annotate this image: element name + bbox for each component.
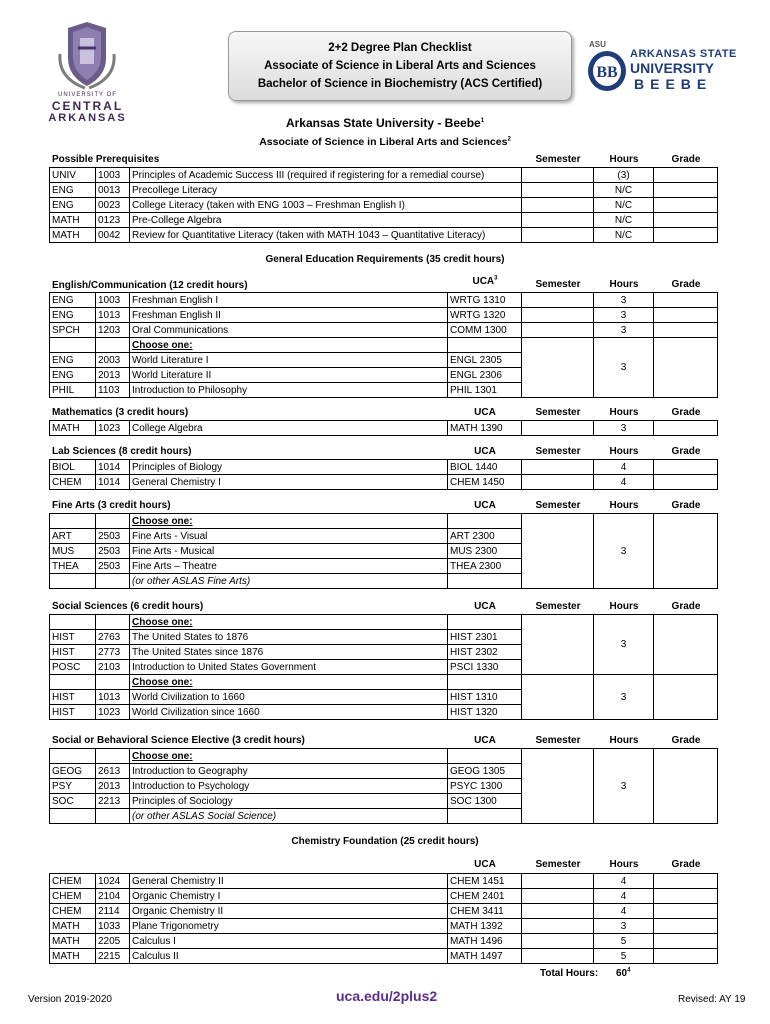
total-hours-value: $60^4$ — [616, 967, 631, 979]
math-table — [49, 420, 718, 436]
table-row: (or other ASLAS Fine Arts) — [50, 574, 718, 589]
uca-logo-line2: CENTRAL — [51, 99, 124, 113]
table-row: HIST 2763 The United States to 1876 HIST 2301 — [50, 630, 718, 645]
asub-logo — [586, 40, 748, 100]
table-row: ENG 2003 World Literature I ENGL 2305 — [50, 353, 718, 368]
asub-abbr: ASU — [589, 40, 606, 49]
math-grade-header: Grade — [671, 407, 701, 418]
math-uca-header: UCA — [474, 407, 496, 418]
total-hours-label: Total Hours: — [540, 968, 599, 979]
elective-table — [49, 748, 718, 824]
table-row: HIST 1013 World Civilization to 1660 HIST 1310 — [50, 690, 718, 705]
table-row: ENG 0013 Precollege Literacy N/C — [50, 183, 718, 198]
table-row: SPCH 1203 Oral Communications COMM 1300 3 — [50, 323, 718, 338]
prereq-table — [49, 167, 718, 243]
ss-grade-header: Grade — [671, 601, 701, 612]
elective-title: Social or Behavioral Science Elective (3 credit hours) — [52, 735, 305, 746]
uca-logo-line1: UNIVERSITY OF — [58, 92, 117, 98]
table-row: BIOL 1014 Principles of Biology BIOL 1440 4 — [50, 460, 718, 475]
lab-title: Lab Sciences (8 credit hours) — [52, 446, 192, 457]
version-text: Version 2019-2020 — [28, 994, 112, 1005]
el-hours-header: Hours — [609, 735, 639, 746]
uca-header: UCA$^3$ — [472, 275, 498, 287]
table-row: UNIV 1003 Principles of Academic Success III (required if registering for a remedial course) (3) — [50, 168, 718, 183]
table-row: HIST 1023 World Civilization since 1660 HIST 1320 — [50, 705, 718, 720]
table-row: MATH 2205 Calculus I MATH 1496 5 — [50, 934, 718, 949]
fa-uca-header: UCA — [474, 500, 496, 511]
hours-header: Hours — [609, 279, 639, 290]
prereq-semester-header: Semester — [535, 154, 581, 165]
el-uca-header: UCA — [474, 735, 496, 746]
title-line-1: 2+2 Degree Plan Checklist — [328, 42, 472, 54]
revised-text: Revised: AY 19 — [678, 994, 746, 1005]
fine-arts-table — [49, 513, 718, 589]
degree-name: Associate of Science in Liberal Arts and Sciences$^2$ — [259, 136, 511, 148]
chem-hours-header: Hours — [609, 859, 639, 870]
choose-one-label: Choose one: — [130, 338, 448, 353]
ss-semester-header: Semester — [535, 601, 581, 612]
prereq-hours-header: Hours — [609, 154, 639, 165]
table-row: (or other ASLAS Social Science) — [50, 809, 718, 824]
ss-hours-header: Hours — [609, 601, 639, 612]
title-line-2: Associate of Science in Liberal Arts and Sciences — [264, 60, 536, 72]
english-table — [49, 292, 718, 398]
gen-ed-title: General Education Requirements (35 credit hours) — [265, 254, 505, 265]
el-semester-header: Semester — [535, 735, 581, 746]
semester-header: Semester — [535, 279, 581, 290]
fine-arts-title: Fine Arts (3 credit hours) — [52, 500, 171, 511]
table-row: MATH 0042 Review for Quantitative Literacy (taken with MATH 1043 – Quantitative Literacy) N/C — [50, 228, 718, 243]
asub-line2: UNIVERSITY — [630, 60, 715, 76]
social-title: Social Sciences (6 credit hours) — [52, 601, 204, 612]
choose-one-label: Choose one: — [130, 749, 448, 764]
table-row: ENG 2013 World Literature II ENGL 2306 — [50, 368, 718, 383]
table-row: CHEM 1014 General Chemistry I CHEM 1450 4 — [50, 475, 718, 490]
table-row: POSC 2103 Introduction to United States Government PSCI 1330 — [50, 660, 718, 675]
svg-text:BB: BB — [596, 64, 618, 81]
fa-grade-header: Grade — [671, 500, 701, 511]
lab-uca-header: UCA — [474, 446, 496, 457]
table-row: Choose one: 3 — [50, 514, 718, 529]
chem-grade-header: Grade — [671, 859, 701, 870]
table-row: Choose one: 3 — [50, 615, 718, 630]
grade-header: Grade — [671, 279, 701, 290]
title-box — [228, 31, 572, 101]
table-row: Choose one: 3 — [50, 338, 718, 353]
chem-title: Chemistry Foundation (25 credit hours) — [291, 836, 479, 847]
table-row: MATH 1033 Plane Trigonometry MATH 1392 3 — [50, 919, 718, 934]
math-hours-header: Hours — [609, 407, 639, 418]
math-semester-header: Semester — [535, 407, 581, 418]
choose-one-label: Choose one: — [130, 675, 448, 690]
fa-hours-header: Hours — [609, 500, 639, 511]
choose-one-label: Choose one: — [130, 514, 448, 529]
table-row: HIST 2773 The United States since 1876 HIST 2302 — [50, 645, 718, 660]
table-row: SOC 2213 Principles of Sociology SOC 1300 — [50, 794, 718, 809]
table-row: ENG 1013 Freshman English II WRTG 1320 3 — [50, 308, 718, 323]
uca-shield-icon — [40, 20, 135, 92]
table-row: CHEM 1024 General Chemistry II CHEM 1451 4 — [50, 874, 718, 889]
prereq-grade-header: Grade — [671, 154, 701, 165]
table-row: PHIL 1103 Introduction to Philosophy PHIL 1301 — [50, 383, 718, 398]
table-row: MATH 0123 Pre-College Algebra N/C — [50, 213, 718, 228]
table-row: MATH 2215 Calculus II MATH 1497 5 — [50, 949, 718, 964]
table-row: CHEM 2114 Organic Chemistry II CHEM 3411 4 — [50, 904, 718, 919]
school-name: Arkansas State University - Beebe$^1$ — [285, 116, 485, 130]
uca-2plus2-link[interactable]: uca.edu/2plus2 — [336, 988, 438, 1004]
el-grade-header: Grade — [671, 735, 701, 746]
chem-semester-header: Semester — [535, 859, 581, 870]
asub-line3: BEEBE — [634, 76, 713, 92]
table-row: GEOG 2613 Introduction to Geography GEOG 1305 — [50, 764, 718, 779]
prereq-title: Possible Prerequisites — [52, 154, 160, 165]
title-line-3: Bachelor of Science in Biochemistry (ACS Certified) — [257, 78, 543, 90]
english-title: English/Communication (12 credit hours) — [52, 280, 248, 291]
table-row: ENG 0023 College Literacy (taken with ENG 1003 – Freshman English I) N/C — [50, 198, 718, 213]
table-row: THEA 2503 Fine Arts – Theatre THEA 2300 — [50, 559, 718, 574]
table-row: Choose one: 3 — [50, 749, 718, 764]
uca-logo — [40, 20, 135, 130]
chem-table — [49, 873, 718, 964]
lab-grade-header: Grade — [671, 446, 701, 457]
math-title: Mathematics (3 credit hours) — [52, 407, 189, 418]
table-row: PSY 2013 Introduction to Psychology PSYC 1300 — [50, 779, 718, 794]
table-row: ENG 1003 Freshman English I WRTG 1310 3 — [50, 293, 718, 308]
table-row: ART 2503 Fine Arts - Visual ART 2300 — [50, 529, 718, 544]
table-row: MUS 2503 Fine Arts - Musical MUS 2300 — [50, 544, 718, 559]
lab-semester-header: Semester — [535, 446, 581, 457]
lab-hours-header: Hours — [609, 446, 639, 457]
choose-one-label: Choose one: — [130, 615, 448, 630]
uca-logo-line3: ARKANSAS — [48, 112, 127, 124]
fa-semester-header: Semester — [535, 500, 581, 511]
chem-uca-header: UCA — [474, 859, 496, 870]
ss-uca-header: UCA — [474, 601, 496, 612]
lab-table — [49, 459, 718, 490]
asub-line1: ARKANSAS STATE — [630, 48, 737, 60]
social-table — [49, 614, 718, 720]
table-row: MATH 1023 College Algebra MATH 1390 3 — [50, 421, 718, 436]
table-row: CHEM 2104 Organic Chemistry I CHEM 2401 4 — [50, 889, 718, 904]
table-row: Choose one: 3 — [50, 675, 718, 690]
asub-shield-icon — [586, 44, 628, 94]
